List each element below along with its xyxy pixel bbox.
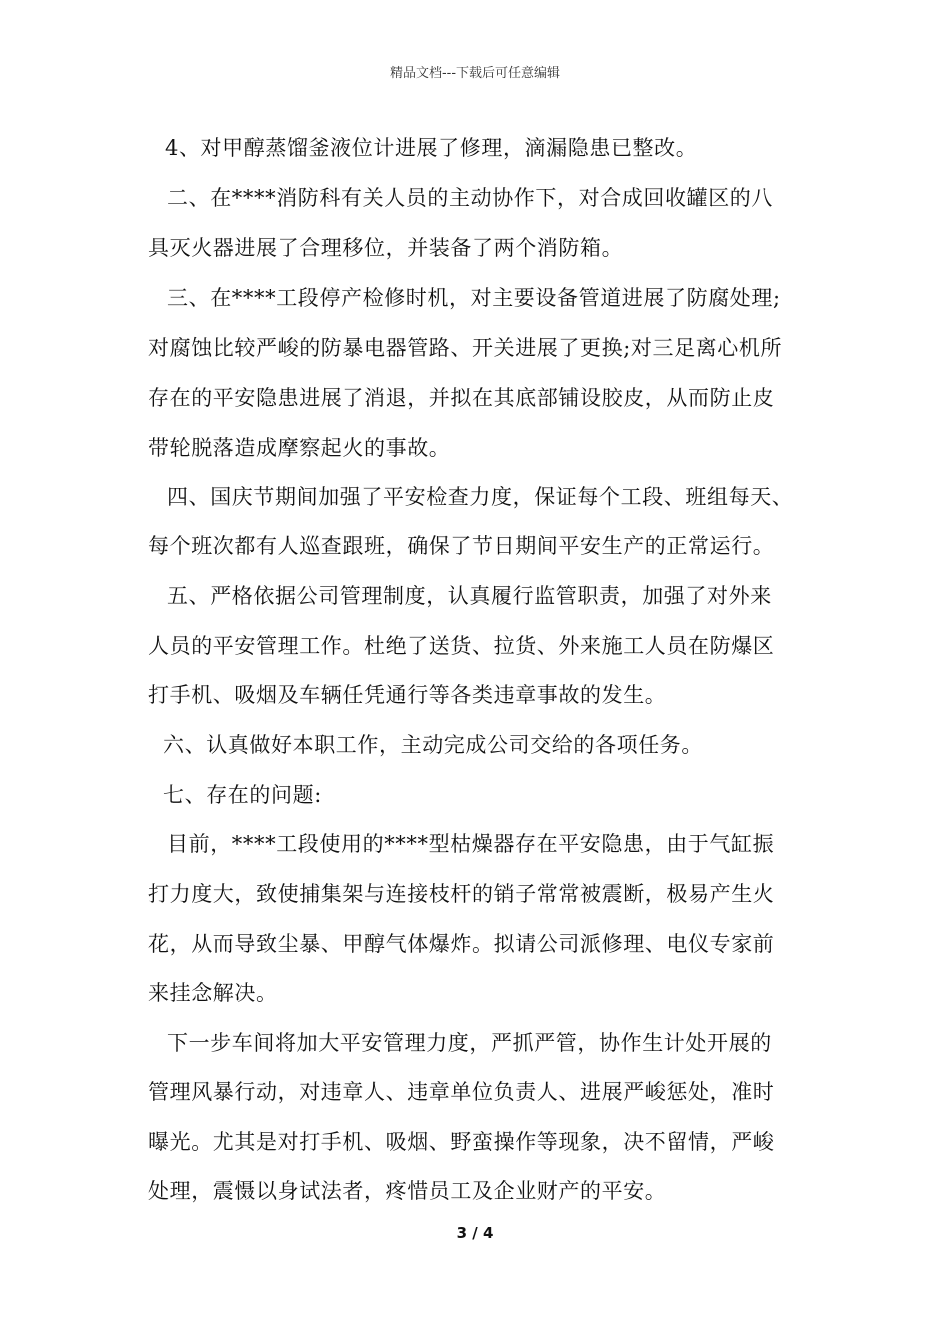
text-line: 具灭火器进展了合理移位，并装备了两个消防箱。 [148,236,624,260]
page-number: 3 / 4 [456,1224,494,1242]
text-line: 带轮脱落造成摩察起火的事故。 [148,436,451,460]
text-line: 4、对甲醇蒸馏釜液位计进展了修理，滴漏隐患已整改。 [165,136,698,160]
text-line: 打手机、吸烟及车辆任凭通行等各类违章事故的发生。 [148,683,667,707]
text-line: 五、严格依据公司管理制度，认真履行监管职责，加强了对外来 [167,584,772,608]
text-line: 花，从而导致尘暴、甲醇气体爆炸。拟请公司派修理、电仪专家前 [148,932,775,956]
text-line: 打力度大，致使捕集架与连接枝杆的销子常常被震断，极易产生火 [148,882,775,906]
text-line: 管理风暴行动，对违章人、违章单位负责人、进展严峻惩处，准时 [148,1080,775,1104]
text-line: 处理，震慑以身试法者，疼惜员工及企业财产的平安。 [148,1179,667,1203]
text-line: 人员的平安管理工作。杜绝了送货、拉货、外来施工人员在防爆区 [148,634,775,658]
text-line: 六、认真做好本职工作，主动完成公司交给的各项任务。 [163,733,703,757]
text-line: 二、在****消防科有关人员的主动协作下，对合成回收罐区的八 [167,186,773,210]
text-line: 下一步车间将加大平安管理力度，严抓严管，协作生计处开展的 [167,1031,772,1055]
text-line: 三、在****工段停产检修时机，对主要设备管道进展了防腐处理; [167,286,781,310]
text-line: 对腐蚀比较严峻的防暴电器管路、开关进展了更换;对三足离心机所 [148,336,783,360]
text-line: 存在的平安隐患进展了消退，并拟在其底部铺设胶皮，从而防止皮 [148,386,775,410]
text-line: 每个班次都有人巡查跟班，确保了节日期间平安生产的正常运行。 [148,534,775,558]
text-line: 来挂念解决。 [148,981,278,1005]
text-line: 四、国庆节期间加强了平安检查力度，保证每个工段、班组每天、 [167,485,794,509]
text-line: 曝光。尤其是对打手机、吸烟、野蛮操作等现象，决不留情，严峻 [148,1130,775,1154]
page-header: 精品文档---下载后可任意编辑 [389,66,561,81]
text-line: 目前，****工段使用的****型枯燥器存在平安隐患，由于气缸振 [167,832,775,856]
text-line: 七、存在的问题: [163,783,322,807]
